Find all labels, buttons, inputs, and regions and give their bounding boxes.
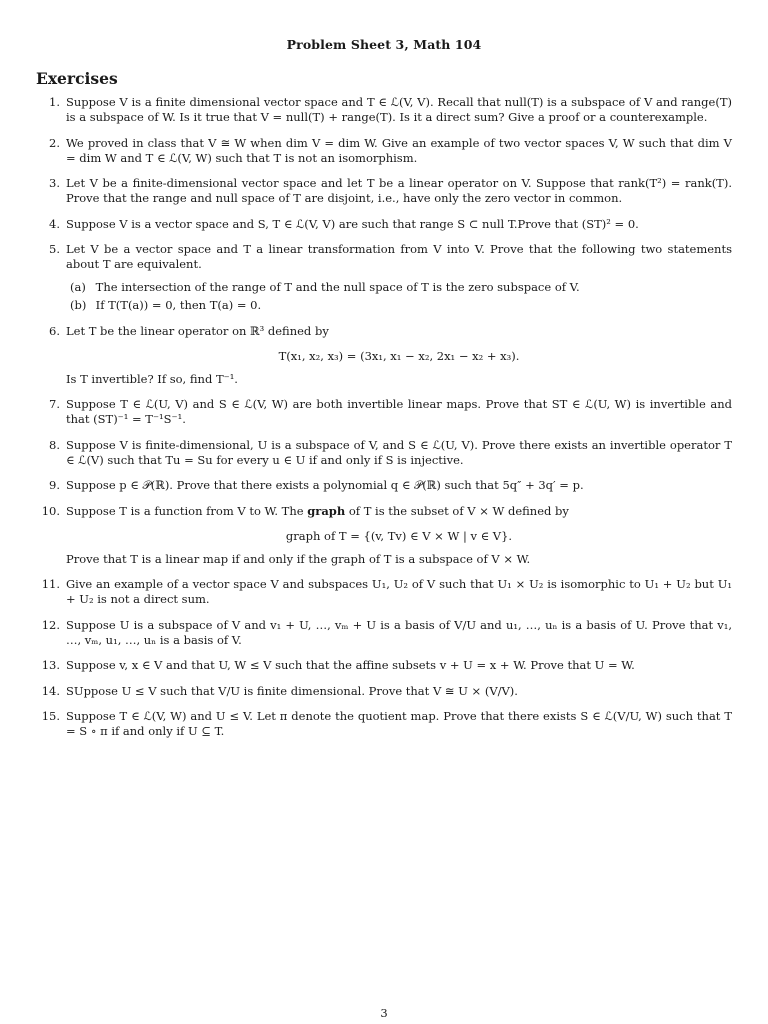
exercise-list	[41, 95, 732, 750]
subpart-item	[70, 298, 732, 313]
exercise-number: 7.	[49, 397, 60, 411]
exercise-text-start: Suppose T is a function from V to W. The	[66, 503, 308, 518]
exercise-number: 2.	[49, 135, 60, 150]
exercise-item	[49, 135, 732, 166]
exercise-item	[41, 503, 732, 567]
exercise-number: 12.	[41, 617, 60, 632]
exercise-item	[41, 709, 732, 739]
exercise-followup-text: Is T invertible? If so, find T⁻¹.	[66, 371, 238, 386]
exercise-item	[49, 242, 732, 313]
display-equation: graph of T = {(v, Tv) ∈ V × W | v ∈ V}.	[285, 528, 513, 543]
exercise-text: Suppose V is a vector space and S, T ∈ ℒ(V, V) are such that range S ⊂ null T.Prove that (ST)² = 0.	[66, 216, 639, 231]
page-title: Problem Sheet 3, Math 104	[286, 37, 482, 52]
exercise-item	[49, 216, 732, 232]
exercise-item	[49, 323, 732, 387]
exercise-text: Let T be the linear operator on ℝ³ defined by	[66, 323, 329, 338]
exercise-number: 8.	[49, 437, 60, 452]
subpart-text: If T(T(a)) = 0, then T(a) = 0.	[95, 298, 262, 312]
page-number: 3	[380, 1006, 388, 1020]
exercise-text: Let V be a vector space and T a linear transformation from V into V. Prove that the following two statements about T are equivalent.	[66, 242, 732, 271]
section-heading: Exercises	[36, 69, 118, 88]
exercise-text: We proved in class that V ≅ W when dim V = dim W. Give an example of two vector spaces V, W such that dim V = dim W and T ∈ ℒ(V, W) such that T is not an isomorphism.	[66, 135, 732, 165]
exercise-number: 10.	[41, 503, 60, 518]
exercise-number: 3.	[49, 176, 60, 190]
graph-term: graph	[307, 503, 346, 518]
exercise-number: 4.	[49, 216, 60, 231]
exercise-text: Suppose v, x ∈ V and that U, W ≤ V such that the affine subsets v + U = x + W. Prove that U = W.	[66, 658, 635, 672]
exercise-item	[41, 683, 732, 699]
exercise-text-end: of T is the subset of V × W defined by	[345, 503, 569, 518]
exercise-number: 11.	[41, 577, 60, 591]
exercise-text: Suppose T ∈ ℒ(U, V) and S ∈ ℒ(V, W) are both invertible linear maps. Prove that ST ∈ ℒ(U, W) is invertible and that (ST)⁻¹ = T⁻¹S⁻¹.	[66, 397, 732, 426]
exercise-text: Suppose U is a subspace of V and v₁ + U, …, vₘ + U is a basis of V/U and u₁, …, uₙ is a basis of U. Prove that v₁, …, vₘ, u₁, …, uₙ is a basis of V.	[66, 617, 732, 647]
exercise-text: Suppose V is finite-dimensional, U is a subspace of V, and S ∈ ℒ(U, V). Prove there exists an invertible operator T ∈ ℒ(V) such that Tu = Su for every u ∈ U if and only if S is injective.	[66, 437, 732, 467]
exercise-text: SUppose U ≤ V such that V/U is finite dimensional. Prove that V ≅ U × (V/V).	[66, 683, 518, 698]
exercise-item	[49, 397, 732, 427]
exercise-number: 9.	[49, 478, 60, 492]
exercise-number: 6.	[49, 323, 60, 338]
exercise-number: 15.	[41, 709, 60, 723]
display-equation: T(x₁, x₂, x₃) = (3x₁, x₁ − x₂, 2x₁ − x₂ + x₃).	[278, 348, 520, 363]
exercise-item	[49, 176, 732, 206]
exercise-text: Suppose V is a finite dimensional vector space and T ∈ ℒ(V, V). Recall that null(T) is a subspace of V and range(T) is a subspace of W. Is it true that V = null(T) + range(T). Is it a direct sum? Give a proof or a counterexample.	[66, 95, 732, 124]
subpart-label: (b)	[70, 298, 87, 312]
exercise-number: 13.	[41, 658, 60, 672]
exercise-item	[41, 617, 732, 648]
exercise-item	[49, 95, 732, 125]
subpart-label: (a)	[70, 280, 86, 294]
exercise-number: 1.	[49, 95, 60, 109]
exercise-followup-text: Prove that T is a linear map if and only if the graph of T is a subspace of V × W.	[66, 551, 531, 566]
exercise-text: Suppose T ∈ ℒ(V, W) and U ≤ V. Let π denote the quotient map. Prove that there exists S ∈ ℒ(V/U, W) such that T = S ∘ π if and only if U ⊆ T.	[66, 709, 732, 738]
exercise-number: 5.	[49, 242, 60, 256]
exercise-item	[49, 437, 732, 468]
subpart-list	[70, 280, 732, 313]
subpart-text: The intersection of the range of T and the null space of T is the zero subspace of V.	[95, 280, 580, 294]
exercise-item	[49, 478, 732, 493]
exercise-number: 14.	[41, 683, 60, 698]
exercise-text: Let V be a finite-dimensional vector space and let T be a linear operator on V. Suppose that rank(T²) = rank(T). Prove that the range and null space of T are disjoint, i.e., have only the zero vector in common.	[66, 176, 732, 205]
exercise-text: Suppose p ∈ 𝒫(ℝ). Prove that there exists a polynomial q ∈ 𝒫(ℝ) such that 5q″ + 3q′ = p.	[66, 478, 584, 492]
exercise-text: Give an example of a vector space V and subspaces U₁, U₂ of V such that U₁ × U₂ is isomorphic to U₁ + U₂ but U₁ + U₂ is not a direct sum.	[66, 577, 732, 606]
exercise-item	[41, 658, 732, 673]
exercise-item	[41, 577, 732, 607]
subpart-item	[70, 280, 732, 295]
